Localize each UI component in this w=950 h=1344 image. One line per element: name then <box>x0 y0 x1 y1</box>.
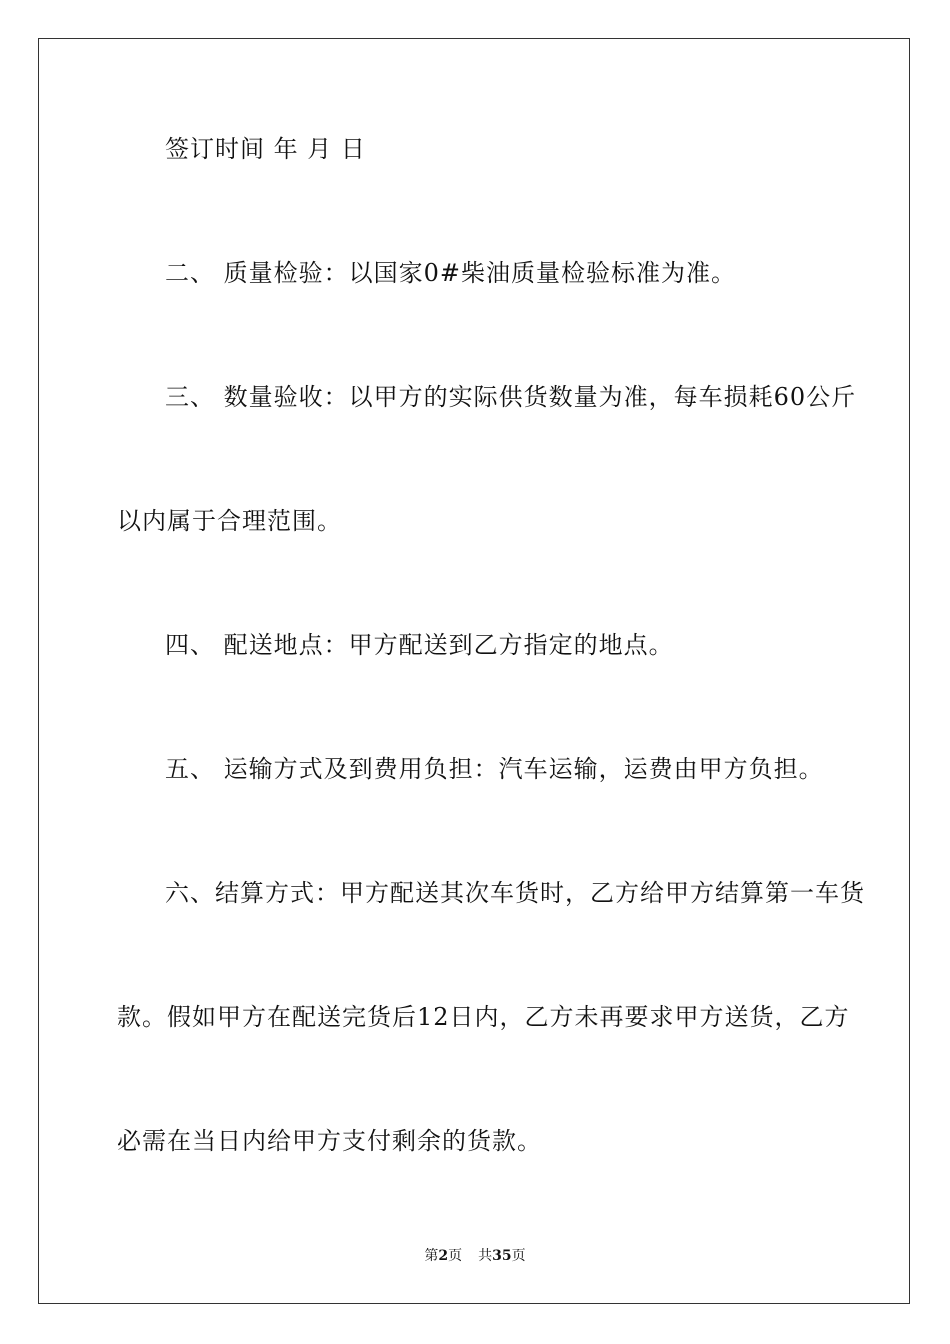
page-number: 2 <box>438 1248 449 1264</box>
total-suffix: 页 <box>511 1248 526 1264</box>
clause-2-quality-inspection: 二、 质量检验：以国家0#柴油质量检验标准为准。 <box>165 259 737 287</box>
signing-date-line: 签订时间 年 月 日 <box>165 135 366 163</box>
clause-3-continuation: 以内属于合理范围。 <box>117 507 342 535</box>
clause-5-transport-cost: 五、 运输方式及到费用负担：汽车运输，运费由甲方负担。 <box>165 755 824 783</box>
total-pages: 35 <box>492 1248 512 1264</box>
page-footer <box>0 1247 950 1265</box>
clause-6-continuation-2: 必需在当日内给甲方支付剩余的货款。 <box>117 1127 542 1155</box>
total-prefix: 共 <box>478 1248 493 1264</box>
clause-6-continuation-1: 款。假如甲方在配送完货后12日内，乙方未再要求甲方送货，乙方 <box>117 1003 850 1031</box>
page-prefix: 第 <box>424 1248 439 1264</box>
page-border <box>38 38 910 1304</box>
clause-4-delivery-location: 四、 配送地点：甲方配送到乙方指定的地点。 <box>165 631 674 659</box>
clause-6-settlement: 六、结算方式：甲方配送其次车货时，乙方给甲方结算第一车货 <box>165 879 865 907</box>
clause-3-quantity-acceptance: 三、 数量验收：以甲方的实际供货数量为准，每车损耗60公斤 <box>165 383 857 411</box>
page-suffix: 页 <box>448 1248 463 1264</box>
